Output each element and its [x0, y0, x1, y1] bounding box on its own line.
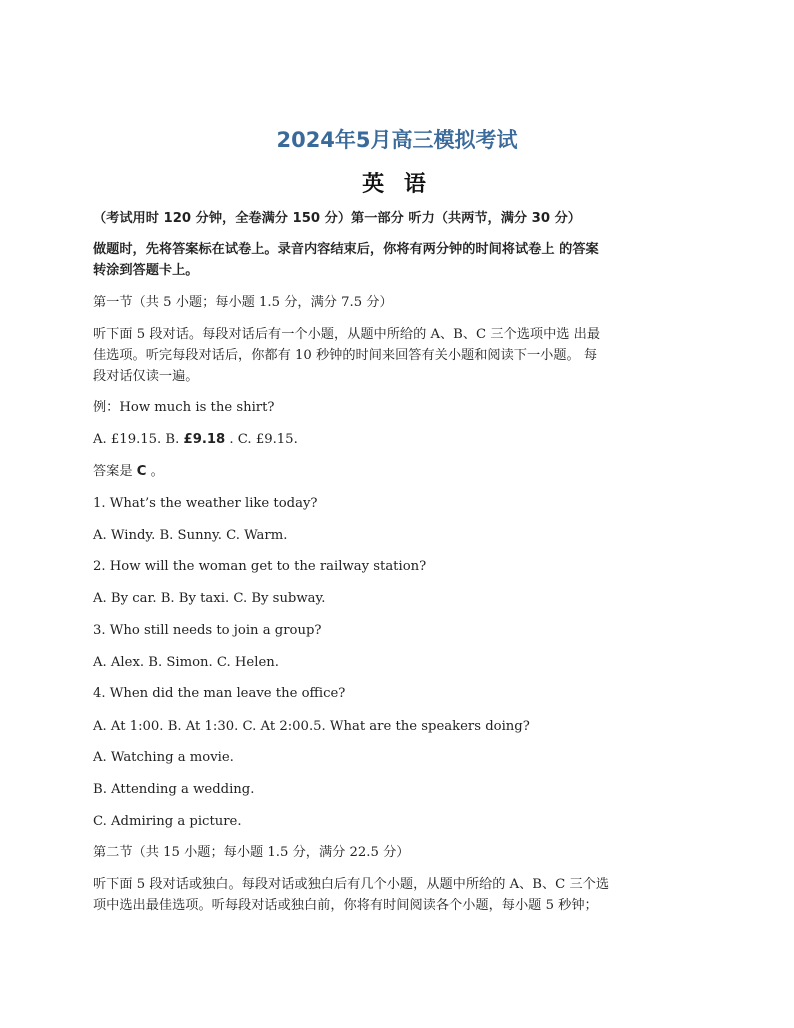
question-3-options: A. Alex. B. Simon. C. Helen. [93, 655, 279, 670]
question-1-options: A. Windy. B. Sunny. C. Warm. [93, 528, 288, 543]
section2-directions-2: 项中选出最佳选项。听每段对话或独白前，你将有时间阅读各个小题，每小题 5 秒钟； [93, 898, 598, 913]
section1-heading: 第一节（共 5 小题；每小题 1.5 分，满分 7.5 分） [93, 295, 393, 310]
example-option-b: £9.18 [183, 432, 226, 447]
question-3: 3. Who still needs to join a group? [93, 623, 322, 638]
question-5-option-c: C. Admiring a picture. [93, 814, 242, 829]
section1-directions-3: 段对话仅读一遍。 [93, 369, 199, 384]
question-5-option-b: B. Attending a wedding. [93, 782, 255, 797]
section2-heading: 第二节（共 15 小题；每小题 1.5 分，满分 22.5 分） [93, 845, 410, 860]
section1-directions-2: 佳选项。听完每段对话后，你都有 10 秒钟的时间来回答有关小题和阅读下一小题。 每 [93, 348, 598, 363]
answer-value: C [136, 464, 147, 479]
example-options [93, 429, 705, 451]
question-1: 1. What’s the weather like today? [93, 496, 318, 511]
exam-title: 2024年5月高三模拟考试 [276, 128, 518, 152]
question-4-options: A. At 1:00. B. At 1:30. C. At 2:00.5. What are the speakers doing? [93, 719, 530, 734]
exam-info: （考试用时 120 分钟，全卷满分 150 分）第一部分 听力（共两节，满分 30 分） [93, 211, 581, 226]
answer-suffix: 。 [146, 464, 164, 479]
subject-title: 英 语 [362, 172, 432, 197]
example-option-a: A. £19.15. B. [93, 432, 184, 447]
question-4: 4. When did the man leave the office? [93, 686, 346, 701]
example-answer [93, 461, 705, 483]
question-5-option-a: A. Watching a movie. [93, 750, 234, 765]
section2-directions-1: 听下面 5 段对话或独白。每段对话或独白后有几个小题，从题中所给的 A、B、C 三个选 [93, 877, 610, 892]
example-question: 例：How much is the shirt? [93, 400, 275, 415]
section1-directions-1: 听下面 5 段对话。每段对话后有一个小题，从题中所给的 A、B、C 三个选项中选 出最 [93, 327, 601, 342]
question-2: 2. How will the woman get to the railway station? [93, 559, 427, 574]
instruction-line-1: 做题时，先将答案标在试卷上。录音内容结束后，你将有两分钟的时间将试卷上 的答案 [93, 242, 599, 257]
instruction-line-2: 转涂到答题卡上。 [93, 263, 199, 278]
answer-prefix: 答案是 [93, 464, 137, 479]
question-2-options: A. By car. B. By taxi. C. By subway. [93, 591, 326, 606]
example-option-c: . C. £9.15. [225, 432, 298, 447]
